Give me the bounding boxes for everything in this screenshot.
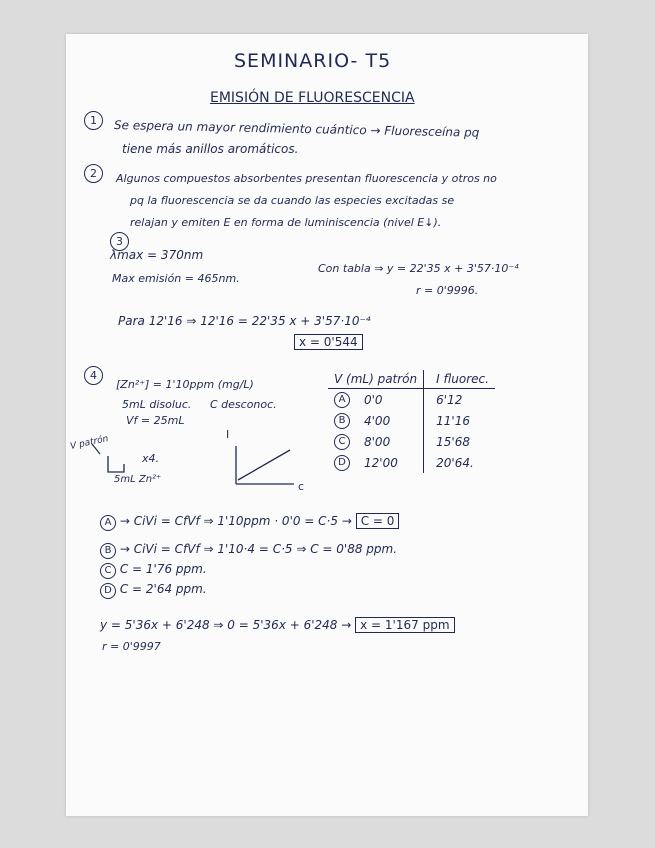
table-header-intensity: I fluorec.: [424, 370, 495, 389]
calc-text: C = 2'64 ppm.: [119, 582, 207, 596]
regression-line: [100, 618, 455, 632]
q2-line2: pq la fluorescencia se da cuando las especies excitadas se: [130, 194, 455, 207]
fluorescence-table: [328, 370, 495, 473]
q3-para-equation: Para 12'16 ⇒ 12'16 = 22'35 x + 3'57·10⁻⁴: [118, 314, 371, 328]
q3-table-equation: Con tabla ⇒ y = 22'35 x + 3'57·10⁻⁴: [318, 262, 519, 275]
table-header-row: [328, 370, 495, 389]
intensity-cell: 20'64.: [424, 452, 495, 473]
q2-line3: relajan y emiten E en forma de luminiscencia (nivel E↓).: [130, 216, 442, 229]
table-row: [328, 431, 495, 452]
calc-text: → CiVi = CfVf ⇒ 1'10ppm · 0'0 = C·5 →: [119, 514, 352, 528]
intensity-cell: 6'12: [424, 389, 495, 411]
question-number-1: 1: [84, 111, 103, 130]
regression-equation: y = 5'36x + 6'248 ⇒ 0 = 5'36x + 6'248 →: [100, 618, 352, 632]
calc-label: A: [100, 515, 116, 531]
row-label: B: [334, 413, 350, 429]
volume-cell: 12'00: [364, 455, 398, 470]
q1-line2: tiene más anillos aromáticos.: [122, 142, 299, 156]
row-label: D: [334, 455, 350, 471]
axis-c-label: c: [298, 480, 305, 493]
calc-label: D: [100, 583, 116, 599]
volume-cell: 4'00: [364, 413, 391, 428]
regression-r: r = 0'9997: [102, 640, 161, 653]
calc-line-d: [100, 582, 207, 599]
q1-line1: Se espera un mayor rendimiento cuántico → Fluoresceína pq: [113, 118, 480, 140]
notebook-page: [66, 34, 588, 816]
calc-label: B: [100, 543, 116, 559]
table-row: [328, 452, 495, 473]
calc-text: → CiVi = CfVf ⇒ 1'10·4 = C·5 ⇒ C = 0'88 ppm.: [119, 542, 398, 556]
table-header-volume: V (mL) patrón: [328, 370, 424, 389]
page-title: SEMINARIO- T5: [234, 50, 392, 72]
q4-unknown: C desconoc.: [210, 398, 277, 411]
q4-final-volume: Vf = 25mL: [126, 414, 185, 427]
q4-dissolution: 5mL disoluc.: [122, 398, 192, 411]
q3-max-emission: Max emisión = 465nm.: [112, 272, 240, 285]
intensity-cell: 15'68: [424, 431, 495, 452]
axis-i-label: I: [226, 428, 230, 441]
question-number-2: 2: [84, 164, 103, 183]
volume-cell: 8'00: [364, 434, 391, 449]
question-number-4: 4: [84, 366, 103, 385]
calc-line-b: [100, 542, 397, 559]
q3-result-box: x = 0'544: [294, 334, 363, 350]
table-row: [328, 410, 495, 431]
calc-text: C = 1'76 ppm.: [119, 562, 207, 576]
regression-result-box: x = 1'167 ppm: [355, 617, 454, 633]
volume-cell: 0'0: [364, 392, 383, 407]
question-number-3: 3: [110, 232, 129, 251]
intensity-cell: 11'16: [424, 410, 495, 431]
table-row: [328, 389, 495, 411]
page-subtitle: EMISIÓN DE FLUORESCENCIA: [210, 90, 415, 106]
calc-label: C: [100, 563, 116, 579]
calc-line-c: [100, 562, 207, 579]
q4-concentration: [Zn²⁺] = 1'10ppm (mg/L): [116, 378, 254, 391]
calc-line-a: [100, 514, 399, 531]
calibration-sketch: [232, 444, 302, 490]
calc-result-box: C = 0: [356, 513, 400, 529]
q4-times-four: x4.: [142, 452, 160, 465]
q4-vpatron-label: V patrón: [69, 434, 110, 452]
row-label: C: [334, 434, 350, 450]
q3-correlation: r = 0'9996.: [416, 284, 479, 297]
q4-zn-volume: 5mL Zn²⁺: [114, 474, 162, 485]
q3-lambda-max: λmax = 370nm: [110, 248, 204, 262]
q2-line1: Algunos compuestos absorbentes presentan fluorescencia y otros no: [116, 172, 497, 185]
row-label: A: [334, 392, 350, 408]
